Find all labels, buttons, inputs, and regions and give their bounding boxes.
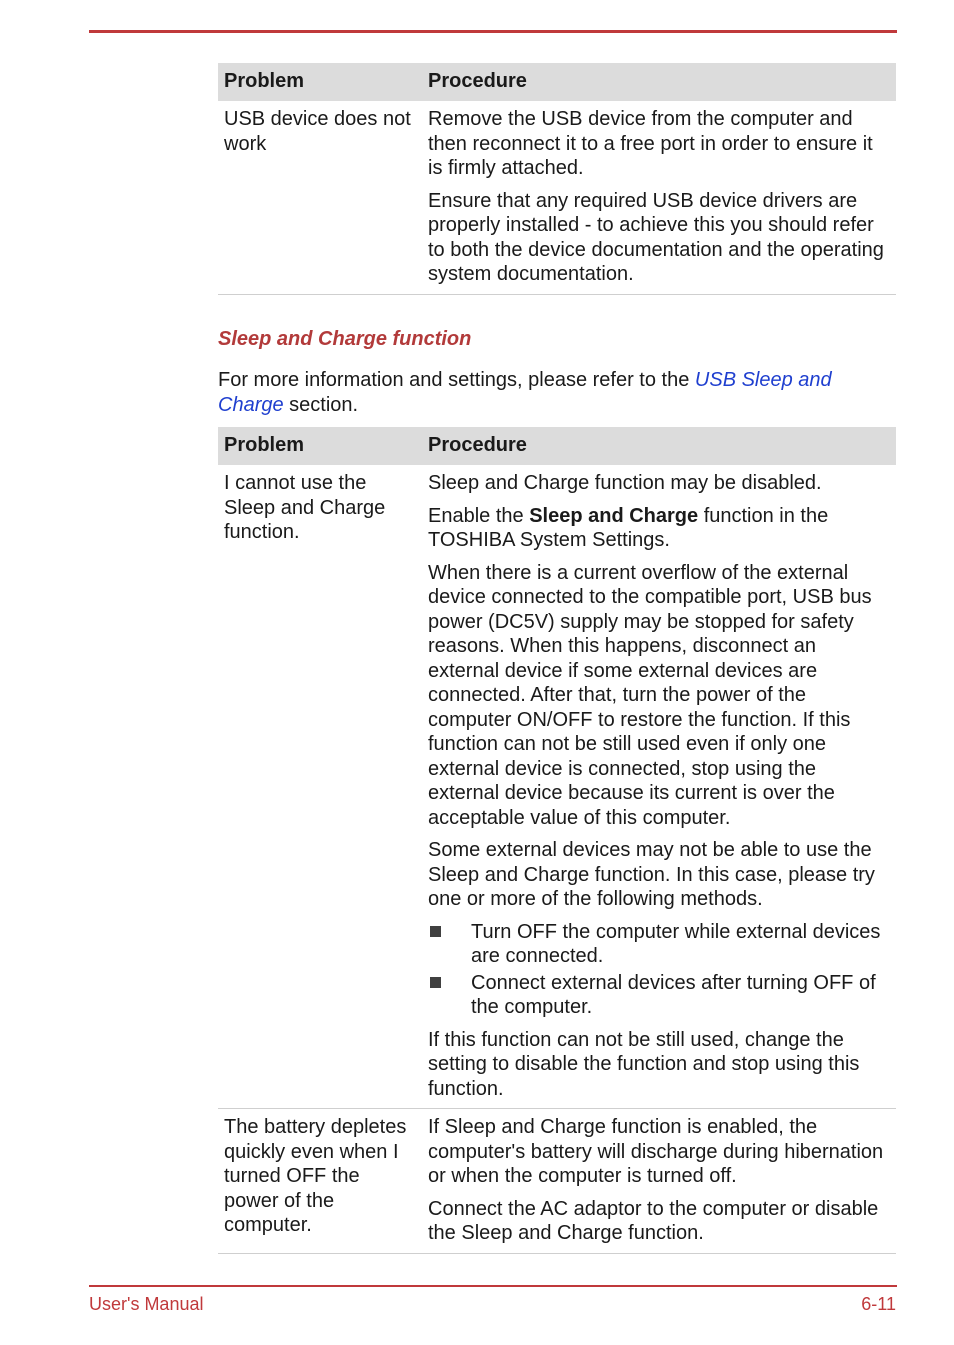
usb-sleep-and-charge-link[interactable]: USB Sleep and Charge [218,369,832,416]
header-procedure: Procedure [422,427,896,465]
header-procedure: Procedure [422,63,896,101]
table-header-row [218,63,896,101]
list-item-text: Connect external devices after turning OFF of the computer. [471,971,876,1018]
table-row [218,101,896,294]
table-row [218,465,896,1109]
square-bullet-icon [430,926,441,937]
list-item [428,971,890,1020]
procedure-paragraph: If this function can not be still used, change the setting to disable the function and stop using this function. [428,1028,860,1100]
header-problem: Problem [218,63,422,101]
procedure-paragraph: Connect the AC adaptor to the computer or disable the Sleep and Charge function. [428,1197,879,1244]
header-problem: Problem [218,427,422,465]
footer-page-number: 6-11 [861,1294,896,1314]
intro-text-end: section. [283,393,359,416]
sleep-and-charge-bold: Sleep and Charge [529,504,699,527]
list-item [428,920,890,969]
procedure-cell [422,101,896,294]
procedure-paragraph [428,504,890,553]
intro-text: For more information and settings, please refer to the [218,369,695,391]
section-heading: Sleep and Charge function [218,328,472,350]
procedure-cell [422,1109,896,1254]
enable-text: Enable the [428,504,530,527]
usb-problems-table-wrapper [218,63,896,295]
problem-cell: USB device does not work [218,101,422,294]
methods-list [428,920,890,1020]
procedure-paragraph: Sleep and Charge function may be disabled. [428,472,822,494]
problem-cell: I cannot use the Sleep and Charge function. [218,465,422,1109]
procedure-paragraph: Ensure that any required USB device drivers are properly installed - to achieve this you should refer to both the device documentation and the operating system documentation. [428,189,884,285]
procedure-cell [422,465,896,1109]
list-item-text: Turn OFF the computer while external devices are connected. [471,920,881,967]
top-rule [89,30,897,33]
procedure-paragraph: Remove the USB device from the computer and then reconnect it to a free port in order to ensure it is firmly attached. [428,108,873,179]
section-intro [218,368,896,417]
procedure-paragraph: When there is a current overflow of the external device connected to the compatible port, USB bus power (DC5V) supply may be stopped for safety reasons. When this happens, disconnect an external device if some external devices are connected. After that, turn the power of the computer ON/OFF to restore the function. If this function can not be still used even if only one external device is connected, stop using the external device because its current is over the acceptable value of this computer. [428,561,872,829]
bottom-rule [89,1285,897,1287]
sleep-charge-table [218,427,896,1254]
table-row [218,1109,896,1254]
sleep-charge-table-wrapper [218,427,896,1254]
square-bullet-icon [430,977,441,988]
footer-manual-title: User's Manual [89,1294,204,1314]
usb-problems-table [218,63,896,295]
table-header-row [218,427,896,465]
enable-text-end: function in the TOSHIBA System Settings. [428,504,829,551]
procedure-paragraph: If Sleep and Charge function is enabled, the computer's battery will discharge during hibernation or when the computer is turned off. [428,1116,884,1187]
problem-cell: The battery depletes quickly even when I turned OFF the power of the computer. [218,1109,422,1254]
procedure-paragraph: Some external devices may not be able to use the Sleep and Charge function. In this case, please try one or more of the following methods. [428,839,875,910]
